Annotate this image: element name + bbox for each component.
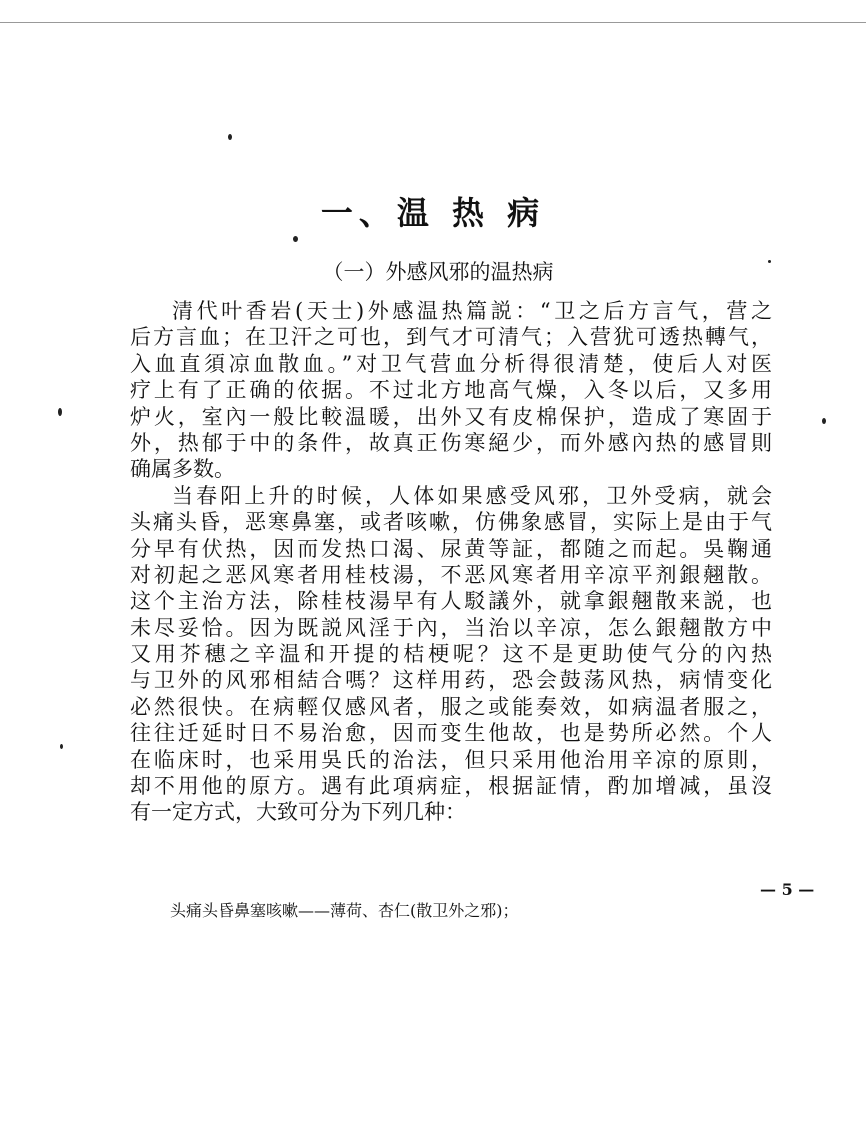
text-line: 未尽妥恰。因为既説风淫于內，当治以辛凉，怎么銀翹散方中 [130, 615, 772, 640]
scan-speck [228, 134, 232, 140]
text-line: 在临床时，也采用吳氏的治法，但只采用他治用辛凉的原則， [130, 747, 772, 772]
text-line: 有一定方式，大致可分为下列几种： [130, 800, 466, 825]
text-line: 必然很快。在病輕仅感风者，服之或能奏效，如病温者服之， [130, 694, 772, 719]
scan-speck [60, 744, 63, 749]
scan-speck [768, 260, 771, 263]
text-line: 外，热郁于中的条件，故真正伤寒絕少，而外感內热的感冒則 [130, 430, 772, 455]
text-line: 却不用他的原方。遇有此項病症，根据証情，酌加增减，虽沒 [130, 774, 772, 799]
scan-speck [58, 408, 62, 416]
text-line: 往往迁延时日不易治愈，因而变生他故，也是势所必然。个人 [130, 721, 772, 746]
list-item: 头痛头昏鼻塞咳嗽——薄荷、杏仁(散卫外之邪)； [170, 901, 519, 920]
text-line: 对初起之恶风寒者用桂枝湯，不恶风寒者用辛凉平剂銀翹散。 [130, 562, 772, 587]
scan-speck [293, 236, 298, 242]
text-line: 清代叶香岩(天士)外感温热篇説：“卫之后方言气，营之 [172, 299, 772, 323]
text-line: 这个主治方法，除桂枝湯早有人駁議外，就拿銀翹散来説，也 [130, 589, 772, 614]
text-line: 当春阳上升的时候，人体如果感受风邪，卫外受病，就会 [172, 483, 772, 508]
text-line: 确属多数。 [130, 457, 235, 482]
text-line: 与卫外的风邪相結合嗎？这样用药，恐会鼓荡风热，病情变化 [130, 668, 772, 693]
page-number: — 5 — [760, 880, 815, 899]
text-line: 入血直須凉血散血。”对卫气营血分析得很清楚，使后人对医 [130, 351, 772, 376]
body-text [130, 298, 772, 826]
text-line: 又用芥穗之辛温和开提的桔梗呢？这不是更助使气分的內热 [130, 642, 772, 667]
top-rule [0, 22, 866, 23]
text-line: 后方言血；在卫汗之可也，到气才可清气；入营犹可透热轉气， [130, 325, 772, 350]
chapter-title: 一、温 热 病 [320, 194, 546, 232]
scan-speck [822, 418, 826, 424]
text-line: 炉火，室內一般比較温暖，出外又有皮棉保护，造成了寒固于 [130, 404, 772, 429]
section-title: （一）外感风邪的温热病 [322, 260, 554, 284]
text-line: 头痛头昏，恶寒鼻塞，或者咳嗽，仿佛象感冒，实际上是由于气 [130, 510, 772, 535]
text-line: 分早有伏热，因而发热口渴、尿黄等証，都随之而起。吳鞠通 [130, 536, 772, 561]
text-line: 疗上有了正确的依据。不过北方地高气燥，入冬以后，又多用 [130, 378, 772, 403]
